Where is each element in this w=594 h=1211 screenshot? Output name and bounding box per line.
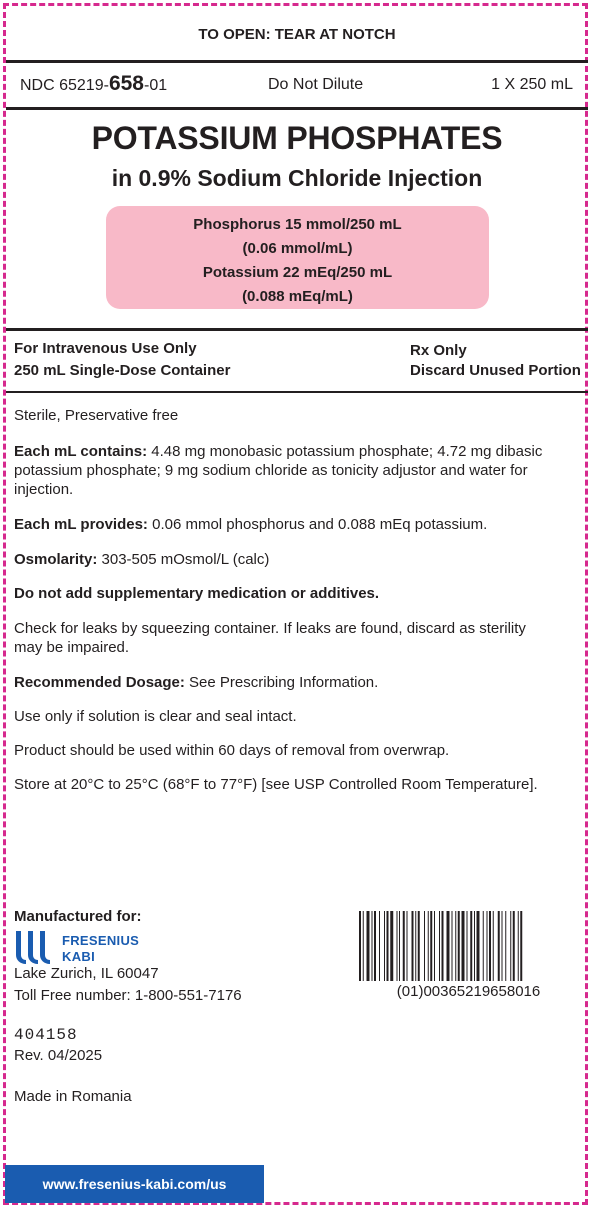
fresenius-kabi-logo <box>14 929 164 965</box>
overwrap-statement: Product should be used within 60 days of removal from overwrap. <box>14 742 450 759</box>
country-of-origin: Made in Romania <box>14 1088 132 1105</box>
product-name: POTASSIUM PHOSPHATES <box>91 120 503 156</box>
container-size: 250 mL Single-Dose Container <box>14 362 231 379</box>
manufacturer-address: Lake Zurich, IL 60047 <box>14 965 159 982</box>
dosage-statement <box>14 673 569 692</box>
route-of-administration: For Intravenous Use Only <box>14 340 197 357</box>
ndc-number <box>20 72 167 96</box>
strength-line: (0.06 mmol/mL) <box>242 240 353 257</box>
barcode-image <box>359 911 578 981</box>
contains-statement <box>14 442 569 499</box>
contains-label: Each mL contains: <box>14 443 148 460</box>
contains-text: 4.48 mg monobasic potassium phosphate; 4.72 mg dibasic potassium phosphate; 9 mg sodium chloride as tonicity adjustor and water for injection. <box>14 443 543 498</box>
provides-text: 0.06 mmol phosphorus and 0.088 mEq potassium. <box>147 516 488 533</box>
ndc-product-code: 658 <box>108 72 144 95</box>
strength-line: Phosphorus 15 mmol/250 mL <box>193 216 402 233</box>
revision-date: Rev. 04/2025 <box>14 1047 103 1064</box>
discard-unused: Discard Unused Portion <box>410 362 581 379</box>
divider <box>6 391 588 393</box>
ndc-prefix: NDC 65219- <box>20 77 109 94</box>
dosage-label: Recommended Dosage: <box>14 674 185 691</box>
barcode-text: (01)00365219658016 <box>396 983 541 1000</box>
strength-line: (0.088 mEq/mL) <box>242 288 353 305</box>
fresenius-logo-icon <box>14 929 60 965</box>
do-not-dilute: Do Not Dilute <box>268 76 364 93</box>
logo-wordmark-line1: FRESENIUS <box>62 933 140 948</box>
rx-only: Rx Only <box>410 342 467 359</box>
tear-notch-text: TO OPEN: TEAR AT NOTCH <box>198 26 396 43</box>
manufacturer-phone: Toll Free number: 1-800-551-7176 <box>14 987 242 1004</box>
product-vehicle: in 0.9% Sodium Chloride Injection <box>111 165 483 191</box>
package-count: 1 X 250 mL <box>491 76 573 93</box>
manufacturer-heading: Manufactured for: <box>14 908 142 925</box>
osmolarity-label: Osmolarity: <box>14 551 98 568</box>
sterile-statement: Sterile, Preservative free <box>14 407 179 424</box>
storage-statement: Store at 20°C to 25°C (68°F to 77°F) [see USP Controlled Room Temperature]. <box>14 776 538 793</box>
label-code: 404158 <box>14 1026 78 1044</box>
clear-solution-statement: Use only if solution is clear and seal intact. <box>14 708 297 725</box>
provides-label: Each mL provides: <box>14 516 148 533</box>
divider <box>6 60 588 63</box>
divider <box>6 107 588 110</box>
logo-wordmark-line2: KABI <box>62 949 95 964</box>
osmolarity-statement <box>14 550 569 569</box>
website-banner[interactable]: www.fresenius-kabi.com/us <box>5 1165 264 1203</box>
strength-box <box>106 206 489 309</box>
provides-statement <box>14 515 569 534</box>
additives-warning: Do not add supplementary medication or additives. <box>14 585 380 602</box>
dosage-text: See Prescribing Information. <box>184 674 379 691</box>
ndc-suffix: -01 <box>143 77 168 94</box>
divider <box>6 328 588 331</box>
osmolarity-text: 303-505 mOsmol/L (calc) <box>97 551 270 568</box>
strength-line: Potassium 22 mEq/250 mL <box>202 264 393 281</box>
leak-check-statement: Check for leaks by squeezing container. If leaks are found, discard as sterility may be impaired. <box>14 620 526 656</box>
